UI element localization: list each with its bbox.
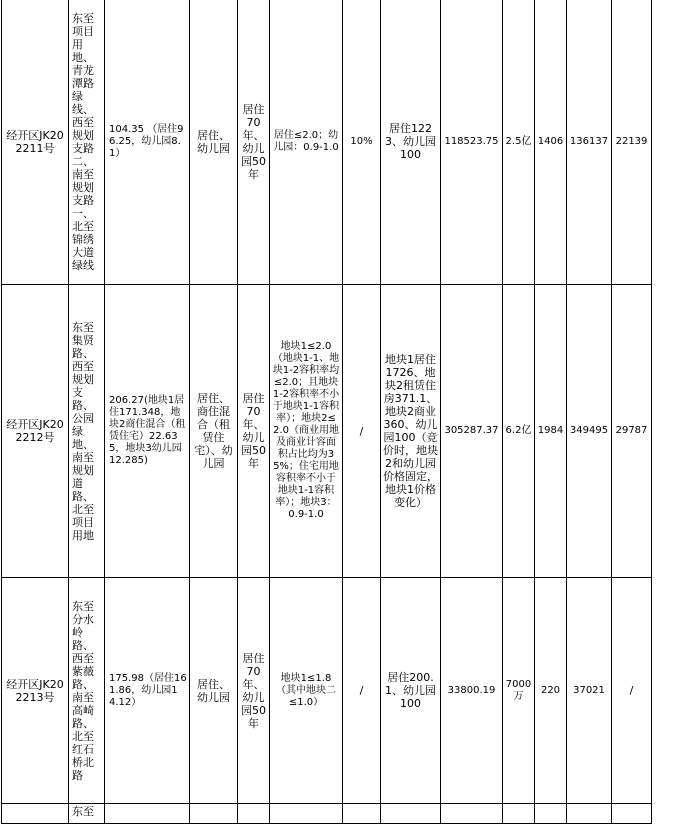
- land-term: 居住70年、幼儿园50年: [238, 285, 270, 578]
- table-row: [2, 285, 652, 578]
- plot-area: 175.98（居住161.86，幼儿园14.12）: [105, 578, 190, 804]
- plot-ratio: [343, 804, 381, 824]
- start-price: 7000万: [503, 578, 535, 804]
- value-1: 220: [535, 578, 567, 804]
- value-2: 37021: [567, 578, 612, 804]
- value-1: [535, 804, 567, 824]
- table-row: [2, 578, 652, 804]
- value-1: 1406: [535, 0, 567, 285]
- land-term: 居住70年、幼儿园50年: [238, 0, 270, 285]
- land-use: 居住、商住混合（租赁住宅）、幼儿园: [190, 285, 238, 578]
- plot-code: 经开区JK202213号: [2, 578, 69, 804]
- land-auction-table: [1, 0, 652, 824]
- land-term: 居住70年、幼儿园50年: [238, 578, 270, 804]
- plot-far: [270, 804, 343, 824]
- plot-code: 经开区JK202212号: [2, 285, 69, 578]
- value-3: 29787: [612, 285, 652, 578]
- plot-ratio: /: [343, 578, 381, 804]
- building-area: 118523.75: [441, 0, 503, 285]
- building-area: 305287.37: [441, 285, 503, 578]
- plot-area: 104.35 （居住96.25，幼儿园8.1）: [105, 0, 190, 285]
- plot-area: 206.27(地块1居住171.348，地块2商住混合（租赁住宅）22.635，地块3幼儿园12.285): [105, 285, 190, 578]
- plot-code: [2, 804, 69, 824]
- plot-location: 东至: [69, 804, 105, 824]
- land-use: 居住、幼儿园: [190, 0, 238, 285]
- building-area: 33800.19: [441, 578, 503, 804]
- value-2: 136137: [567, 0, 612, 285]
- building-area: [441, 804, 503, 824]
- table-row: [2, 0, 652, 285]
- land-use: [190, 804, 238, 824]
- plot-ratio: 10%: [343, 0, 381, 285]
- land-term: [238, 804, 270, 824]
- value-3: [612, 804, 652, 824]
- table-row: [2, 804, 652, 824]
- plot-far: 居住≤2.0；幼儿园：0.9-1.0: [270, 0, 343, 285]
- start-price: 2.5亿: [503, 0, 535, 285]
- plot-location: 东至分水岭路、西至紫薇路、南至高崎路、北至红石桥北路: [69, 578, 105, 804]
- plot-units: [381, 804, 441, 824]
- plot-far: 地块1≤1.8（其中地块二≤1.0）: [270, 578, 343, 804]
- value-1: 1984: [535, 285, 567, 578]
- plot-units: 地块1居住1726、地块2租赁住房371.1、地块2商业360、幼儿园100（竞价时，地块2和幼儿园价格固定，地块1价格变化）: [381, 285, 441, 578]
- plot-ratio: /: [343, 285, 381, 578]
- plot-location: 东至集贤路、西至规划支路、公园绿地、南至规划道路、北至项目用地: [69, 285, 105, 578]
- plot-units: 居住1223、幼儿园100: [381, 0, 441, 285]
- value-3: 22139: [612, 0, 652, 285]
- plot-units: 居住200.1、幼儿园100: [381, 578, 441, 804]
- plot-code: 经开区JK202211号: [2, 0, 69, 285]
- value-2: [567, 804, 612, 824]
- land-use: 居住、幼儿园: [190, 578, 238, 804]
- start-price: 6.2亿: [503, 285, 535, 578]
- plot-far: 地块1≤2.0（地块1-1、地块1-2容积率均≤2.0；且地块1-2容积率不小于地块1-1容积率）；地块2≤2.0（商业用地及商业计容面积占比均为35%；住宅用地容积率不小于地块1-1容积率）；地块3：0.9-1.0: [270, 285, 343, 578]
- plot-area: [105, 804, 190, 824]
- value-3: /: [612, 578, 652, 804]
- plot-location: 东至项目用地、青龙潭路绿线、西至规划支路二、南至规划支路一、北至锦绣大道绿线: [69, 0, 105, 285]
- start-price: [503, 804, 535, 824]
- value-2: 349495: [567, 285, 612, 578]
